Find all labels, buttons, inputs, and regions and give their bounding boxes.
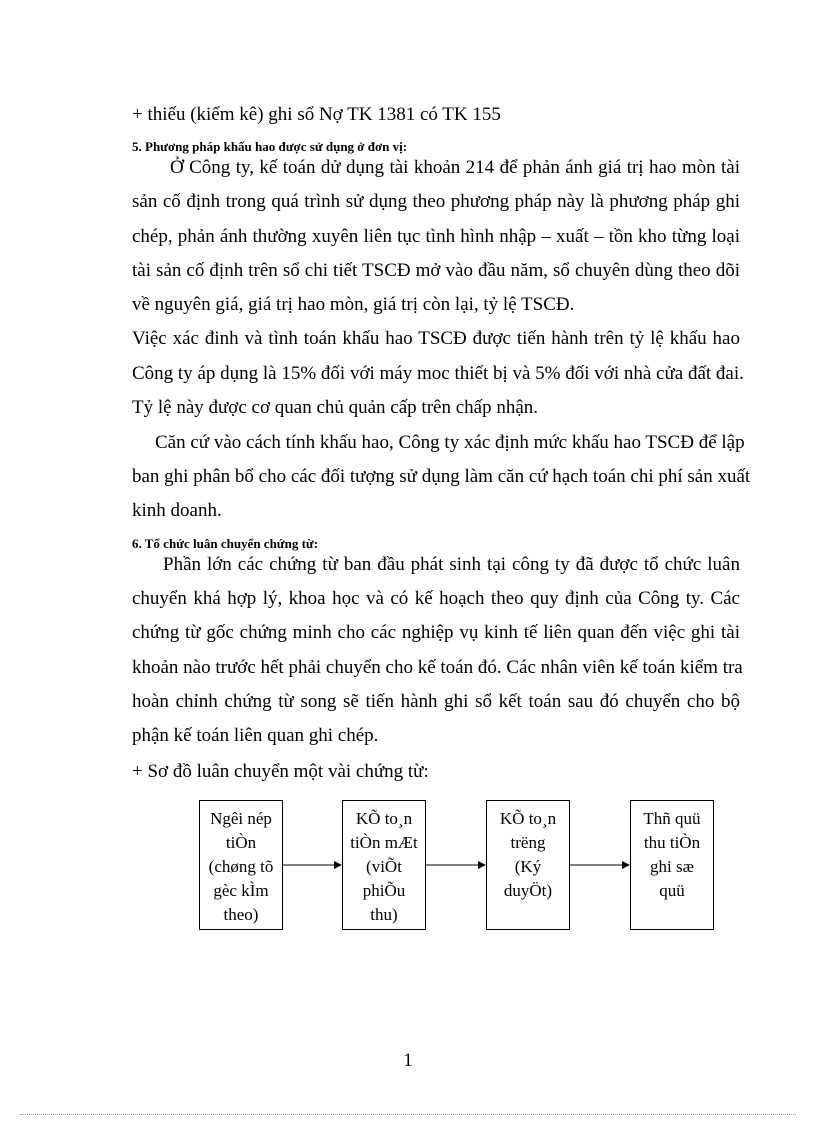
paragraph-line: Tỷ lệ này được cơ quan chủ quản cấp trên chấp nhận. [132, 397, 539, 418]
paragraph-line: khoản nào trước hết phải chuyển cho kế toán đó. Các nhân viên kế toán kiểm tra [132, 657, 743, 678]
paragraph-line: Ở Công ty, kế toán dử dụng tài khoản 214 để phản ánh giá trị hao mòn tài [170, 157, 740, 178]
paragraph-line: Công ty áp dụng là 15% đối với máy moc thiết bị và 5% đối với nhà cửa đất đai. [132, 363, 744, 384]
flow-arrow [283, 860, 342, 870]
paragraph-line: Phần lớn các chứng từ ban đầu phát sinh tại công ty đã được tổ chức luân [163, 554, 740, 575]
flow-box-chief-accountant: KÕ to¸n trëng (Ký duyÖt) [486, 800, 570, 930]
section-heading-5: 5. Phương pháp khấu hao được sử dụng ở đơn vị: [132, 139, 408, 154]
body-line: + thiếu (kiểm kê) ghi sổ Nợ TK 1381 có TK 155 [132, 104, 501, 125]
flow-arrow [426, 860, 486, 870]
paragraph-line: tài sản cố định trên sổ chi tiết TSCĐ mở vào đầu năm, sổ chuyên dùng theo dõi [132, 260, 740, 281]
paragraph-line: sản cố định trong quá trình sử dụng theo phương pháp này là phương pháp ghi [132, 191, 740, 212]
paragraph-line: kinh doanh. [132, 500, 222, 521]
paragraph-line: phận kế toán liên quan ghi chép. [132, 725, 379, 746]
page-number: 1 [403, 1050, 413, 1071]
paragraph-line: chứng từ gốc chứng minh cho các nghiệp vụ kinh tế liên quan đến việc ghi tài [132, 622, 740, 643]
paragraph-line: chuyển khá hợp lý, khoa học và có kế hoạch theo quy định của Công ty. Các [132, 588, 740, 609]
paragraph-line: về nguyên giá, giá trị hao mòn, giá trị còn lại, tỷ lệ TSCĐ. [132, 294, 575, 315]
section-heading-6: 6. Tổ chức luân chuyển chứng từ: [132, 536, 319, 551]
flow-box-cash-accountant: KÕ to¸n tiÒn mÆt (viÕt phiÕu thu) [342, 800, 426, 930]
diagram-intro: + Sơ đồ luân chuyển một vài chứng từ: [132, 761, 429, 782]
flow-arrow [570, 860, 630, 870]
flow-box-cashier: Thñ quü thu tiÒn ghi sæ quü [630, 800, 714, 930]
paragraph-line: hoàn chỉnh chứng từ song sẽ tiến hành ghi sổ kết toán sau đó chuyển cho bộ [132, 691, 740, 712]
paragraph-line: ban ghi phân bổ cho các đối tượng sử dụng làm căn cứ hạch toán chi phí sản xuất [132, 466, 751, 487]
paragraph-line: Căn cứ vào cách tính khấu hao, Công ty xác định mức khấu hao TSCĐ để lập [155, 432, 745, 453]
flow-box-payer: Ngêi nép tiÒn (chøng tõ gèc kÌm theo) [199, 800, 283, 930]
paragraph-line: chép, phản ánh thường xuyên liên tục tình hình nhập – xuất – tồn kho từng loại [132, 226, 740, 247]
page-bottom-border [20, 1114, 796, 1115]
paragraph-line: Việc xác đinh và tình toán khấu hao TSCĐ được tiến hành trên tỷ lệ khấu hao [132, 328, 740, 349]
